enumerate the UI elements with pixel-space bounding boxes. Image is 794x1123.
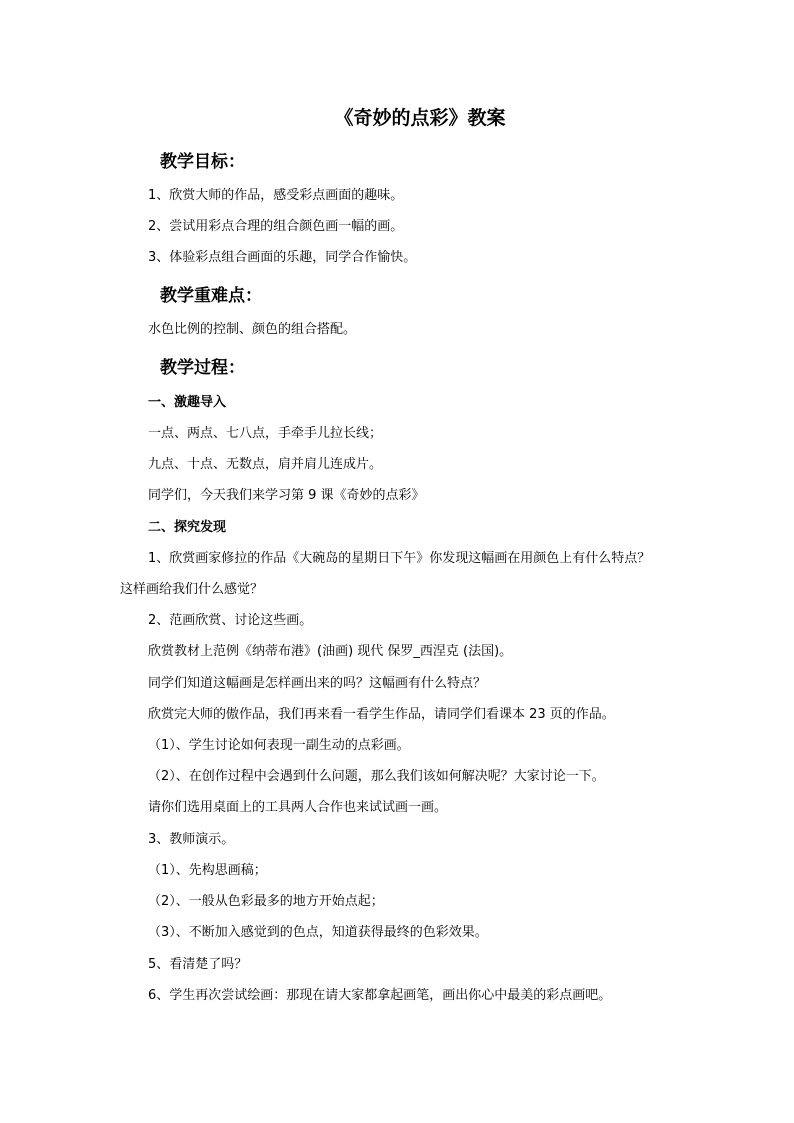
part2-line-2: 这样画给我们什么感觉？ <box>120 582 264 597</box>
part2-line-8: （2）、在创作过程中会遇到什么问题，那么我们该如何解决呢？大家讨论一下。 <box>148 769 605 784</box>
objective-item-1: 1、欣赏大师的作品，感受彩点画面的趣味。 <box>148 188 404 203</box>
part2-line-14: 5、看清楚了吗？ <box>148 957 248 972</box>
section-heading-objectives: 教学目标： <box>160 152 245 172</box>
part2-line-11: （1）、先构思画稿； <box>148 863 267 878</box>
part2-line-7: （1）、学生讨论如何表现一副生动的点彩画。 <box>148 738 410 753</box>
objective-item-3: 3、体验彩点组合画面的乐趣，同学合作愉快。 <box>148 250 417 265</box>
part2-line-12: （2）、一般从色彩最多的地方开始点起； <box>148 894 384 909</box>
part2-line-15: 6、学生再次尝试绘画：那现在请大家都拿起画笔，画出你心中最美的彩点画吧。 <box>148 988 612 1003</box>
document-title: 《奇妙的点彩》教案 <box>334 107 506 129</box>
key-points-text: 水色比例的控制、颜色的组合搭配。 <box>148 322 357 337</box>
part1-line-2: 九点、十点、无数点，肩并肩儿连成片。 <box>148 457 383 472</box>
part2-line-10: 3、教师演示。 <box>148 832 235 847</box>
part2-line-1: 1、欣赏画家修拉的作品《大碗岛的星期日下午》你发现这幅画在用颜色上有什么特点？ <box>148 551 651 566</box>
part2-line-6: 欣赏完大师的傲作品，我们再来看一看学生作品，请同学们看课本 23 页的作品。 <box>148 707 615 722</box>
part2-line-5: 同学们知道这幅画是怎样画出来的吗？这幅画有什么特点？ <box>148 676 487 691</box>
part1-line-1: 一点、两点、七八点，手牵手儿拉长线； <box>148 426 383 441</box>
part1-heading: 一、激趣导入 <box>148 395 227 410</box>
part2-line-9: 请你们选用桌面上的工具两人合作也来试试画一画。 <box>148 800 448 815</box>
objective-item-2: 2、尝试用彩点合理的组合颜色画一幅的画。 <box>148 219 404 234</box>
part1-line-3: 同学们，今天我们来学习第 9 课《奇妙的点彩》 <box>148 488 425 503</box>
section-heading-process: 教学过程： <box>160 358 245 378</box>
part2-line-13: （3）、不断加入感觉到的色点，知道获得最终的色彩效果。 <box>148 925 488 940</box>
part2-heading: 二、探究发现 <box>148 520 227 535</box>
part2-line-4: 欣赏教材上范例《纳蒂布港》(油画) 现代 保罗_西涅克 (法国)。 <box>148 644 513 659</box>
section-heading-key-points: 教学重难点： <box>160 286 262 306</box>
part2-line-3: 2、范画欣赏、讨论这些画。 <box>148 613 313 628</box>
